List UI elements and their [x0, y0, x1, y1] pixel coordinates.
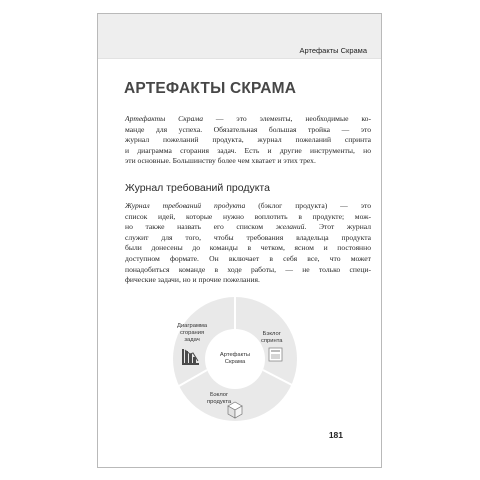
center-label: Артефакты Скрама	[219, 352, 251, 365]
intro-line-2: манде для успеха. Обязательная большая тройка — это	[125, 124, 371, 134]
backlog-line-8: фические задачи, но и прочие пожелания.	[125, 275, 260, 285]
intro-paragraph	[125, 114, 371, 167]
intro-line-3: журнал пожеланий продукта, журнал пожеланий спринта	[125, 135, 371, 145]
backlog-line-4: служит для того, чтобы требования владельца продукта	[125, 232, 371, 242]
running-title: Артефакты Скрама	[299, 46, 367, 55]
backlog-line-6: доступном формате. Он включает в себя все, что может	[125, 253, 371, 263]
intro-line-5: эти основные. Большинству более чем хватает и этих трех.	[125, 156, 316, 166]
term-product-backlog: Журнал требований продукта	[125, 201, 246, 210]
book-page	[97, 13, 382, 468]
backlog-line-3: но также назвать его списком желаний. Этот журнал	[125, 222, 371, 232]
segment-product-label: Бэклог продукта	[207, 392, 232, 405]
backlog-line-2: список идей, которые нужно воплотить в продукте; мож-	[125, 211, 371, 221]
intro-line-1: Артефакты Скрама — это элементы, необходимые ко-	[125, 114, 371, 123]
backlog-paragraph	[125, 201, 371, 286]
backlog-line-7: понадобиться команде в ходе работы, — не только специ-	[125, 264, 371, 274]
section-heading: Журнал требований продукта	[125, 182, 270, 194]
term-scrum-artifacts: Артефакты Скрама	[125, 114, 204, 123]
backlog-line-1: Журнал требований продукта (бэклог продукта) — это	[125, 201, 371, 210]
running-header	[98, 14, 381, 59]
sprint-backlog-icon	[269, 348, 282, 361]
intro-line-4: и диаграмма сгорания задач. Есть и другие инструменты, но	[125, 145, 371, 155]
page-number: 181	[328, 430, 343, 440]
term-wishes: желаний	[275, 222, 305, 232]
segment-sprint-label: Бэклог спринта	[261, 331, 283, 344]
chapter-title: АРТЕФАКТЫ СКРАМА	[124, 80, 297, 97]
backlog-line-5: были донесены до команды в четком, ясном и постоянно	[125, 243, 371, 253]
segment-burndown-label: Диаграмма сгорания задач	[177, 323, 208, 343]
scrum-artifacts-diagram	[171, 294, 299, 424]
